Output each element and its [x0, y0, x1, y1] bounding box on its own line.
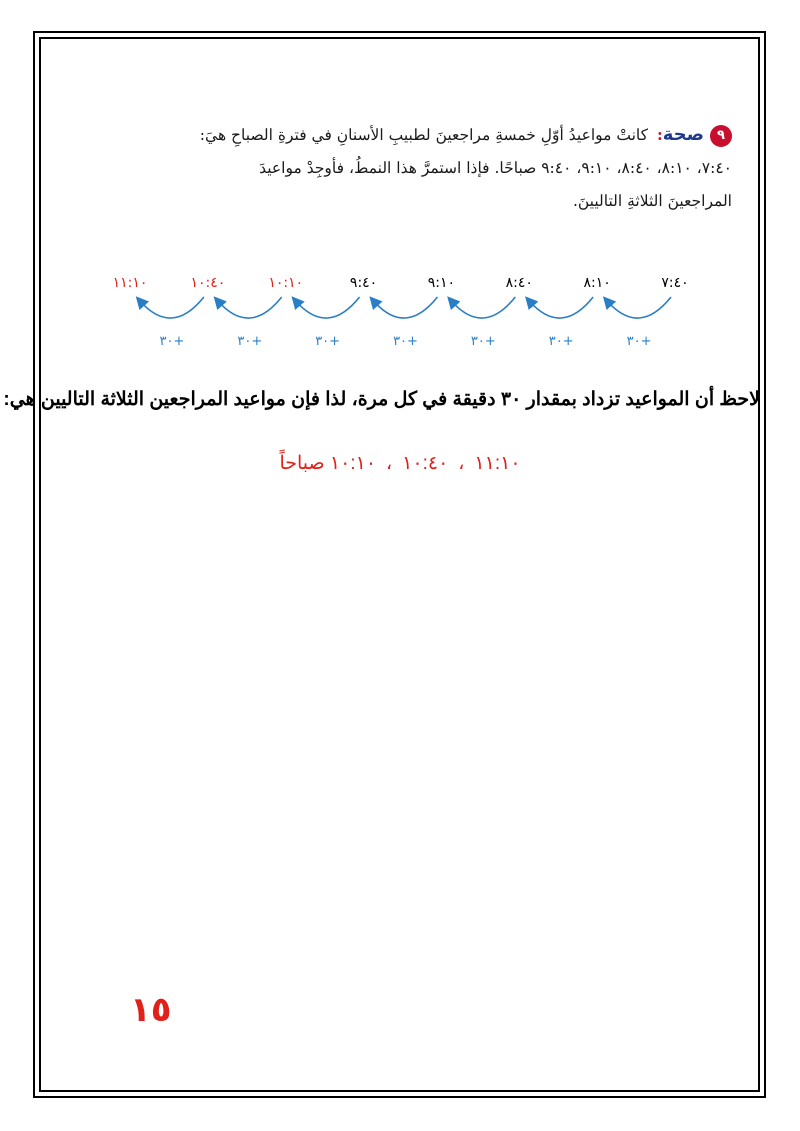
increment-arrow	[607, 297, 671, 318]
increment-label: +٣٠	[159, 334, 185, 349]
time-label: ٧:٤٠	[661, 275, 689, 291]
increment-label: +٣٠	[548, 334, 574, 349]
increment-label: +٣٠	[393, 334, 418, 349]
time-label: ٩:١٠	[427, 275, 456, 291]
increment-label: +٣٠	[315, 334, 341, 349]
increment-arrow	[218, 297, 282, 318]
problem-text-line-3: المراجعينَ الثلاثةِ التاليينَ.	[572, 192, 732, 210]
increment-label: +٣٠	[626, 334, 652, 349]
time-label: ١١:١٠	[112, 275, 148, 291]
increment-arrow	[529, 297, 593, 318]
problem-statement	[112, 118, 732, 218]
problem-text-line-1: كانتْ مواعيدُ أوّلِ خمسةِ مراجعينَ لطبيبِ الأسنانِ في فترةِ الصباحِ هيَ:	[199, 126, 649, 144]
increment-arrow	[140, 297, 204, 318]
answer-separator-2: ،	[458, 453, 465, 474]
increment-arrow	[374, 297, 438, 318]
problem-number-badge: ٩	[710, 125, 732, 147]
answer-time-2: ١٠:٤٠	[402, 453, 449, 474]
increment-arrow	[451, 297, 515, 318]
increment-arrow	[296, 297, 360, 318]
answer-time-1: ١٠:١٠	[329, 453, 377, 474]
time-label: ١٠:١٠	[268, 275, 304, 291]
increment-labels-group	[159, 334, 651, 349]
page-number: ١٥	[130, 990, 172, 1030]
answer-separator-1: ،	[386, 453, 393, 474]
time-labels-group	[113, 275, 689, 291]
answer-time-3: ١١:١٠ صباحاً	[279, 453, 521, 474]
problem-text-line-2: ٧:٤٠، ٨:١٠، ٨:٤٠، ٩:١٠، ٩:٤٠ صباحًا. فإذا استمرَّ هذا النمطُ، فأوجِدْ مواعيدَ	[259, 159, 732, 177]
time-label: ١٠:٤٠	[190, 275, 226, 291]
time-label: ٨:١٠	[583, 275, 611, 291]
increment-label: +٣٠	[470, 334, 496, 349]
observation-note: لاحظ أن المواعيد تزداد بمقدار ٣٠ دقيقة في كل مرة، لذا فإن مواعيد المراجعين الثلاثة التاليين هي:	[3, 389, 760, 410]
problem-category: صحة	[662, 124, 704, 145]
category-colon: :	[656, 125, 663, 144]
increment-arrows-group	[140, 297, 671, 318]
time-sequence-diagram	[100, 265, 700, 355]
time-label: ٩:٤٠	[349, 275, 378, 291]
increment-label: +٣٠	[237, 334, 263, 349]
time-label: ٨:٤٠	[505, 275, 533, 291]
problem-line-1	[112, 118, 732, 152]
answer-line	[0, 452, 800, 475]
